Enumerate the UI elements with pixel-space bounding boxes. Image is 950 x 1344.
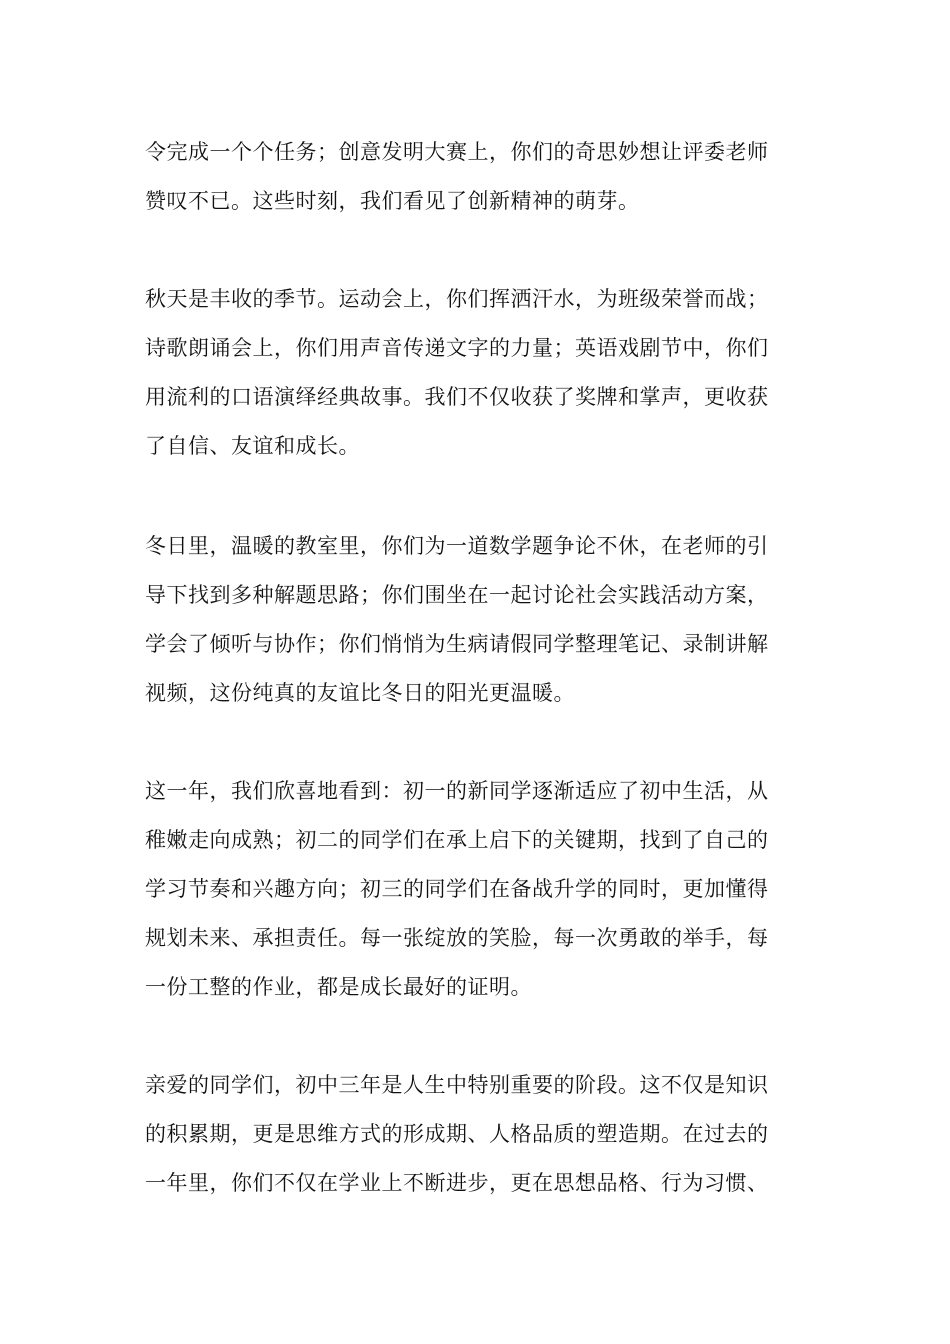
paragraph-autumn [145, 275, 815, 471]
text-line: 导下找到多种解题思路；你们围坐在一起讨论社会实践活动方案， [145, 583, 769, 607]
text-line: 赞叹不已。这些时刻，我们看见了创新精神的萌芽。 [145, 189, 640, 213]
text-line: 亲爱的同学们，初中三年是人生中特别重要的阶段。这不仅是知识 [145, 1073, 769, 1097]
text-line: 诗歌朗诵会上，你们用声音传递文字的力量；英语戏剧节中，你们 [145, 336, 769, 360]
text-line: 的积累期，更是思维方式的形成期、人格品质的塑造期。在过去的 [145, 1122, 769, 1146]
paragraph-innovation [145, 128, 815, 226]
text-line: 冬日里，温暖的教室里，你们为一道数学题争论不休，在老师的引 [145, 534, 769, 558]
text-line: 这一年，我们欣喜地看到：初一的新同学逐渐适应了初中生活，从 [145, 779, 769, 803]
paragraph-this-year [145, 767, 815, 1012]
text-line: 令完成一个个任务；创意发明大赛上，你们的奇思妙想让评委老师 [145, 140, 769, 164]
text-line: 用流利的口语演绎经典故事。我们不仅收获了奖牌和掌声，更收获 [145, 385, 769, 409]
text-line: 学习节奏和兴趣方向；初三的同学们在备战升学的同时，更加懂得 [145, 877, 769, 901]
paragraph-winter [145, 522, 815, 718]
text-line: 学会了倾听与协作；你们悄悄为生病请假同学整理笔记、录制讲解 [145, 632, 769, 656]
text-line: 秋天是丰收的季节。运动会上，你们挥洒汗水，为班级荣誉而战； [145, 287, 769, 311]
text-line: 稚嫩走向成熟；初二的同学们在承上启下的关键期，找到了自己的 [145, 828, 769, 852]
text-line: 视频，这份纯真的友谊比冬日的阳光更温暖。 [145, 681, 575, 705]
paragraph-dear-students [145, 1061, 815, 1208]
text-line: 了自信、友谊和成长。 [145, 434, 360, 458]
text-line: 一份工整的作业，都是成长最好的证明。 [145, 975, 532, 999]
text-line: 一年里，你们不仅在学业上不断进步，更在思想品格、行为习惯、 [145, 1171, 769, 1195]
text-line: 规划未来、承担责任。每一张绽放的笑脸，每一次勇敢的举手，每 [145, 926, 769, 950]
